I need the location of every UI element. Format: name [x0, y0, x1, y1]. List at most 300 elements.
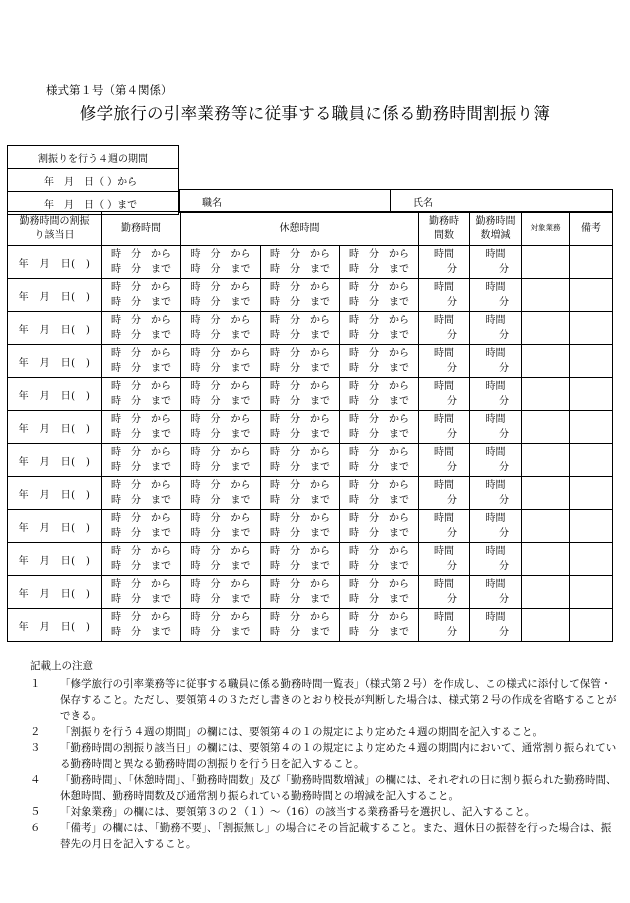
date-cell[interactable]: 年 月 日( ) — [8, 543, 102, 576]
target-cell[interactable] — [522, 444, 570, 477]
time-from: 時 分 から — [270, 480, 330, 491]
time-to: 時 分 まで — [270, 528, 330, 539]
target-cell[interactable] — [522, 312, 570, 345]
time-to: 時 分 まで — [270, 561, 330, 572]
note-text: 「対象業務」の欄には、要領第３の２（１）～（16）の該当する業務番号を選択し、記入すること。 — [60, 806, 536, 818]
time-from: 時 分 から — [190, 612, 251, 623]
change-cell[interactable] — [470, 279, 522, 312]
break-time-cell-1[interactable] — [181, 477, 261, 510]
time-from: 時 分 から — [190, 546, 251, 557]
work-time-cell[interactable] — [102, 312, 181, 345]
time-from: 時 分 から — [270, 414, 330, 425]
work-time-cell[interactable] — [102, 477, 181, 510]
hour-unit: 時間 — [434, 612, 455, 623]
minute-unit: 分 — [447, 594, 458, 605]
time-to: 時 分 まで — [270, 330, 330, 341]
hour-unit: 時間 — [434, 513, 455, 524]
note-number: ３ — [30, 742, 41, 754]
time-to: 時 分 まで — [349, 396, 410, 407]
minute-unit: 分 — [447, 528, 458, 539]
minute-unit: 分 — [447, 330, 458, 341]
time-from: 時 分 から — [111, 249, 171, 260]
time-to: 時 分 まで — [111, 594, 171, 605]
table-row — [8, 246, 613, 279]
time-to: 時 分 まで — [270, 594, 330, 605]
time-to: 時 分 まで — [349, 429, 410, 440]
hours-cell[interactable] — [419, 543, 470, 576]
time-from: 時 分 から — [111, 414, 171, 425]
hour-unit: 時間 — [434, 249, 455, 260]
date-cell[interactable]: 年 月 日( ) — [8, 246, 102, 279]
hour-unit: 時間 — [485, 414, 506, 425]
work-time-cell[interactable] — [102, 279, 181, 312]
work-time-cell[interactable] — [102, 345, 181, 378]
time-to: 時 分 まで — [349, 363, 410, 374]
break-time-cell-3[interactable] — [340, 246, 419, 279]
period-from[interactable]: 年 月 日（ ）から — [8, 169, 179, 192]
time-to: 時 分 まで — [190, 528, 251, 539]
change-cell[interactable] — [470, 345, 522, 378]
change-cell[interactable] — [470, 543, 522, 576]
time-from: 時 分 から — [349, 513, 410, 524]
hours-cell[interactable] — [419, 312, 470, 345]
period-box — [7, 145, 179, 215]
note-item — [30, 820, 620, 852]
table-row — [8, 543, 613, 576]
header-hours: 勤務時間数 — [419, 212, 470, 246]
date-cell[interactable]: 年 月 日( ) — [8, 444, 102, 477]
time-from: 時 分 から — [190, 348, 251, 359]
break-time-cell-2[interactable] — [261, 609, 340, 642]
table-row — [8, 378, 613, 411]
remarks-cell[interactable] — [570, 345, 613, 378]
hour-unit: 時間 — [434, 579, 455, 590]
remarks-cell[interactable] — [570, 312, 613, 345]
hour-unit: 時間 — [485, 480, 506, 491]
note-number: ５ — [30, 806, 41, 818]
schedule-table — [7, 211, 613, 642]
break-time-cell-1[interactable] — [181, 609, 261, 642]
time-from: 時 分 から — [349, 348, 410, 359]
hour-unit: 時間 — [485, 348, 506, 359]
time-to: 時 分 まで — [349, 495, 410, 506]
break-time-cell-2[interactable] — [261, 345, 340, 378]
date-cell[interactable]: 年 月 日( ) — [8, 312, 102, 345]
minute-unit: 分 — [499, 528, 510, 539]
target-cell[interactable] — [522, 510, 570, 543]
time-from: 時 分 から — [190, 282, 251, 293]
note-item — [30, 724, 620, 740]
time-to: 時 分 まで — [270, 363, 330, 374]
hour-unit: 時間 — [434, 381, 455, 392]
time-to: 時 分 まで — [349, 462, 410, 473]
minute-unit: 分 — [447, 462, 458, 473]
time-from: 時 分 から — [111, 546, 171, 557]
target-cell[interactable] — [522, 411, 570, 444]
minute-unit: 分 — [499, 429, 510, 440]
form-code: 様式第１号（第４関係） — [46, 83, 173, 97]
time-from: 時 分 から — [190, 414, 251, 425]
work-time-cell[interactable] — [102, 246, 181, 279]
time-to: 時 分 まで — [270, 462, 330, 473]
table-row — [8, 477, 613, 510]
hour-unit: 時間 — [434, 546, 455, 557]
minute-unit: 分 — [447, 561, 458, 572]
hours-cell[interactable] — [419, 411, 470, 444]
time-to: 時 分 まで — [111, 495, 171, 506]
time-to: 時 分 まで — [111, 429, 171, 440]
remarks-cell[interactable] — [570, 510, 613, 543]
hours-cell[interactable] — [419, 477, 470, 510]
break-time-cell-2[interactable] — [261, 246, 340, 279]
time-from: 時 分 から — [349, 381, 410, 392]
note-number: ２ — [30, 726, 41, 738]
change-cell[interactable] — [470, 510, 522, 543]
hour-unit: 時間 — [485, 315, 506, 326]
break-time-cell-1[interactable] — [181, 411, 261, 444]
minute-unit: 分 — [499, 363, 510, 374]
break-time-cell-1[interactable] — [181, 345, 261, 378]
note-text: 「修学旅行の引率業務等に従事する職員に係る勤務時間一覧表」（様式第２号）を作成し、この様式に添付して保管・保存すること。ただし、要領第４の３ただし書きのとおり校長が判断した場合は、様式第２号の作成を省略することができる。 — [60, 678, 617, 722]
minute-unit: 分 — [499, 330, 510, 341]
remarks-cell[interactable] — [570, 411, 613, 444]
hour-unit: 時間 — [434, 348, 455, 359]
minute-unit: 分 — [447, 363, 458, 374]
remarks-cell[interactable] — [570, 477, 613, 510]
time-from: 時 分 から — [349, 579, 410, 590]
break-time-cell-3[interactable] — [340, 378, 419, 411]
date-cell[interactable]: 年 月 日( ) — [8, 609, 102, 642]
time-from: 時 分 から — [270, 282, 330, 293]
note-item — [30, 740, 620, 772]
work-time-cell[interactable] — [102, 444, 181, 477]
time-from: 時 分 から — [111, 282, 171, 293]
hours-cell[interactable] — [419, 279, 470, 312]
note-item — [30, 804, 620, 820]
hour-unit: 時間 — [434, 480, 455, 491]
hour-unit: 時間 — [485, 579, 506, 590]
time-to: 時 分 まで — [190, 495, 251, 506]
time-to: 時 分 まで — [190, 561, 251, 572]
period-to[interactable]: 年 月 日（ ）まで — [8, 192, 179, 215]
work-time-cell[interactable] — [102, 576, 181, 609]
time-to: 時 分 まで — [270, 429, 330, 440]
hour-unit: 時間 — [434, 282, 455, 293]
hours-cell[interactable] — [419, 345, 470, 378]
time-from: 時 分 から — [349, 414, 410, 425]
change-cell[interactable] — [470, 312, 522, 345]
time-from: 時 分 から — [270, 249, 330, 260]
time-to: 時 分 まで — [349, 297, 410, 308]
time-to: 時 分 まで — [111, 627, 171, 638]
note-text: 「勤務時間」、「休憩時間」、「勤務時間数」及び「勤務時間数増減」の欄には、それぞれの日に割り振られた勤務時間、休憩時間、勤務時間数及び通常割り振られている勤務時間との増減を記入すること。 — [60, 774, 617, 802]
change-cell[interactable] — [470, 444, 522, 477]
hour-unit: 時間 — [485, 282, 506, 293]
time-from: 時 分 から — [270, 348, 330, 359]
minute-unit: 分 — [499, 264, 510, 275]
work-time-cell[interactable] — [102, 543, 181, 576]
remarks-cell[interactable] — [570, 279, 613, 312]
hour-unit: 時間 — [434, 414, 455, 425]
target-cell[interactable] — [522, 477, 570, 510]
note-text: 「割振りを行う４週の期間」の欄には、要領第４の１の規定により定めた４週の期間を記入すること。 — [60, 726, 543, 738]
break-time-cell-3[interactable] — [340, 345, 419, 378]
minute-unit: 分 — [499, 297, 510, 308]
time-to: 時 分 まで — [111, 330, 171, 341]
header-work-time: 勤務時間 — [102, 212, 181, 246]
break-time-cell-1[interactable] — [181, 312, 261, 345]
time-to: 時 分 まで — [190, 429, 251, 440]
break-time-cell-1[interactable] — [181, 510, 261, 543]
hour-unit: 時間 — [485, 513, 506, 524]
time-to: 時 分 まで — [349, 330, 410, 341]
minute-unit: 分 — [447, 264, 458, 275]
time-from: 時 分 から — [111, 612, 171, 623]
minute-unit: 分 — [447, 396, 458, 407]
minute-unit: 分 — [499, 594, 510, 605]
break-time-cell-1[interactable] — [181, 444, 261, 477]
remarks-cell[interactable] — [570, 543, 613, 576]
change-cell[interactable] — [470, 576, 522, 609]
hours-cell[interactable] — [419, 378, 470, 411]
note-item — [30, 676, 620, 724]
time-from: 時 分 から — [270, 546, 330, 557]
work-time-cell[interactable] — [102, 411, 181, 444]
table-row — [8, 312, 613, 345]
time-from: 時 分 から — [190, 480, 251, 491]
staff-row — [179, 189, 613, 213]
minute-unit: 分 — [447, 429, 458, 440]
time-to: 時 分 まで — [349, 561, 410, 572]
hours-cell[interactable] — [419, 444, 470, 477]
time-to: 時 分 まで — [111, 396, 171, 407]
date-cell[interactable]: 年 月 日( ) — [8, 378, 102, 411]
time-from: 時 分 から — [111, 480, 171, 491]
minute-unit: 分 — [499, 561, 510, 572]
break-time-cell-2[interactable] — [261, 444, 340, 477]
time-to: 時 分 まで — [349, 627, 410, 638]
time-to: 時 分 まで — [111, 462, 171, 473]
notes-heading: 記載上の注意 — [30, 660, 93, 672]
time-to: 時 分 まで — [349, 594, 410, 605]
time-to: 時 分 まで — [270, 297, 330, 308]
table-row — [8, 510, 613, 543]
time-to: 時 分 まで — [270, 495, 330, 506]
time-from: 時 分 から — [270, 381, 330, 392]
time-to: 時 分 まで — [111, 363, 171, 374]
header-date: 勤務時間の割振り該当日 — [8, 212, 102, 246]
hour-unit: 時間 — [434, 447, 455, 458]
break-time-cell-3[interactable] — [340, 411, 419, 444]
header-change: 勤務時間数増減 — [470, 212, 522, 246]
time-from: 時 分 から — [270, 513, 330, 524]
hours-cell[interactable] — [419, 609, 470, 642]
note-number: ４ — [30, 774, 41, 786]
break-time-cell-2[interactable] — [261, 378, 340, 411]
date-cell[interactable]: 年 月 日( ) — [8, 510, 102, 543]
break-time-cell-1[interactable] — [181, 543, 261, 576]
break-time-cell-2[interactable] — [261, 312, 340, 345]
minute-unit: 分 — [499, 396, 510, 407]
time-to: 時 分 まで — [190, 594, 251, 605]
break-time-cell-1[interactable] — [181, 279, 261, 312]
time-to: 時 分 まで — [190, 627, 251, 638]
time-from: 時 分 から — [111, 348, 171, 359]
time-to: 時 分 まで — [190, 363, 251, 374]
time-from: 時 分 から — [270, 447, 330, 458]
time-from: 時 分 から — [190, 513, 251, 524]
break-time-cell-3[interactable] — [340, 510, 419, 543]
hours-cell[interactable] — [419, 510, 470, 543]
break-time-cell-3[interactable] — [340, 543, 419, 576]
minute-unit: 分 — [499, 462, 510, 473]
time-to: 時 分 まで — [111, 297, 171, 308]
time-to: 時 分 まで — [190, 264, 251, 275]
change-cell[interactable] — [470, 477, 522, 510]
header-target: 対象業務 — [522, 212, 570, 246]
hour-unit: 時間 — [485, 249, 506, 260]
time-to: 時 分 まで — [270, 264, 330, 275]
time-from: 時 分 から — [111, 315, 171, 326]
minute-unit: 分 — [447, 495, 458, 506]
time-from: 時 分 から — [111, 381, 171, 392]
time-to: 時 分 まで — [270, 627, 330, 638]
note-item — [30, 772, 620, 804]
time-to: 時 分 まで — [190, 297, 251, 308]
time-from: 時 分 から — [270, 579, 330, 590]
notes-section — [30, 658, 620, 852]
break-time-cell-3[interactable] — [340, 576, 419, 609]
position-field[interactable]: 職名 — [180, 190, 391, 213]
note-number: ６ — [30, 822, 41, 834]
name-field[interactable]: 氏名 — [391, 190, 613, 213]
time-from: 時 分 から — [349, 546, 410, 557]
table-row — [8, 345, 613, 378]
break-time-cell-3[interactable] — [340, 279, 419, 312]
time-to: 時 分 まで — [111, 561, 171, 572]
break-time-cell-3[interactable] — [340, 477, 419, 510]
work-time-cell[interactable] — [102, 609, 181, 642]
minute-unit: 分 — [499, 627, 510, 638]
target-cell[interactable] — [522, 543, 570, 576]
change-cell[interactable] — [470, 378, 522, 411]
change-cell[interactable] — [470, 609, 522, 642]
time-from: 時 分 から — [111, 447, 171, 458]
break-time-cell-1[interactable] — [181, 378, 261, 411]
break-time-cell-2[interactable] — [261, 477, 340, 510]
time-from: 時 分 から — [111, 513, 171, 524]
time-from: 時 分 から — [190, 249, 251, 260]
hour-unit: 時間 — [485, 381, 506, 392]
change-cell[interactable] — [470, 246, 522, 279]
table-row — [8, 609, 613, 642]
header-break-time: 休憩時間 — [181, 212, 419, 246]
time-to: 時 分 まで — [190, 396, 251, 407]
target-cell[interactable] — [522, 378, 570, 411]
remarks-cell[interactable] — [570, 378, 613, 411]
table-row — [8, 576, 613, 609]
break-time-cell-2[interactable] — [261, 279, 340, 312]
time-from: 時 分 から — [190, 579, 251, 590]
remarks-cell[interactable] — [570, 576, 613, 609]
minute-unit: 分 — [447, 297, 458, 308]
time-to: 時 分 まで — [349, 528, 410, 539]
time-from: 時 分 から — [111, 579, 171, 590]
break-time-cell-3[interactable] — [340, 312, 419, 345]
change-cell[interactable] — [470, 411, 522, 444]
table-row — [8, 444, 613, 477]
break-time-cell-2[interactable] — [261, 411, 340, 444]
time-from: 時 分 から — [270, 315, 330, 326]
time-to: 時 分 まで — [190, 330, 251, 341]
break-time-cell-2[interactable] — [261, 510, 340, 543]
date-cell[interactable]: 年 月 日( ) — [8, 477, 102, 510]
time-from: 時 分 から — [270, 612, 330, 623]
time-from: 時 分 から — [349, 282, 410, 293]
time-from: 時 分 から — [190, 447, 251, 458]
break-time-cell-3[interactable] — [340, 444, 419, 477]
time-from: 時 分 から — [190, 315, 251, 326]
hour-unit: 時間 — [485, 546, 506, 557]
time-from: 時 分 から — [190, 381, 251, 392]
target-cell[interactable] — [522, 279, 570, 312]
minute-unit: 分 — [447, 627, 458, 638]
period-heading: 割振りを行う４週の期間 — [8, 146, 179, 169]
table-row — [8, 279, 613, 312]
time-to: 時 分 まで — [190, 462, 251, 473]
work-time-cell[interactable] — [102, 378, 181, 411]
remarks-cell[interactable] — [570, 609, 613, 642]
date-cell[interactable]: 年 月 日( ) — [8, 411, 102, 444]
hours-cell[interactable] — [419, 576, 470, 609]
break-time-cell-2[interactable] — [261, 543, 340, 576]
time-to: 時 分 まで — [270, 396, 330, 407]
time-from: 時 分 から — [349, 447, 410, 458]
remarks-cell[interactable] — [570, 444, 613, 477]
document-title: 修学旅行の引率業務等に従事する職員に係る勤務時間割振り簿 — [79, 104, 551, 123]
break-time-cell-1[interactable] — [181, 246, 261, 279]
note-text: 「備考」の欄には、「勤務不要」、「割振無し」の場合にその旨記載すること。また、週休日の振替を行った場合は、振替先の月日を記入すること。 — [60, 822, 612, 850]
target-cell[interactable] — [522, 609, 570, 642]
date-cell[interactable]: 年 月 日( ) — [8, 576, 102, 609]
date-cell[interactable]: 年 月 日( ) — [8, 279, 102, 312]
target-cell[interactable] — [522, 345, 570, 378]
time-to: 時 分 まで — [349, 264, 410, 275]
hour-unit: 時間 — [434, 315, 455, 326]
time-to: 時 分 まで — [111, 264, 171, 275]
header-remarks: 備考 — [570, 212, 613, 246]
minute-unit: 分 — [499, 495, 510, 506]
break-time-cell-2[interactable] — [261, 576, 340, 609]
target-cell[interactable] — [522, 576, 570, 609]
note-text: 「勤務時間の割振り該当日」の欄には、要領第４の１の規定により定めた４週の期間内において、通常割り振られている勤務時間と異なる勤務時間の割振りを行う日を記入すること。 — [60, 742, 617, 770]
work-time-cell[interactable] — [102, 510, 181, 543]
time-from: 時 分 から — [349, 249, 410, 260]
date-cell[interactable]: 年 月 日( ) — [8, 345, 102, 378]
hour-unit: 時間 — [485, 447, 506, 458]
break-time-cell-1[interactable] — [181, 576, 261, 609]
hour-unit: 時間 — [485, 612, 506, 623]
break-time-cell-3[interactable] — [340, 609, 419, 642]
time-from: 時 分 から — [349, 315, 410, 326]
time-from: 時 分 から — [349, 612, 410, 623]
remarks-cell[interactable] — [570, 246, 613, 279]
target-cell[interactable] — [522, 246, 570, 279]
hours-cell[interactable] — [419, 246, 470, 279]
table-header-row — [8, 212, 613, 246]
table-row — [8, 411, 613, 444]
note-number: １ — [30, 678, 41, 690]
